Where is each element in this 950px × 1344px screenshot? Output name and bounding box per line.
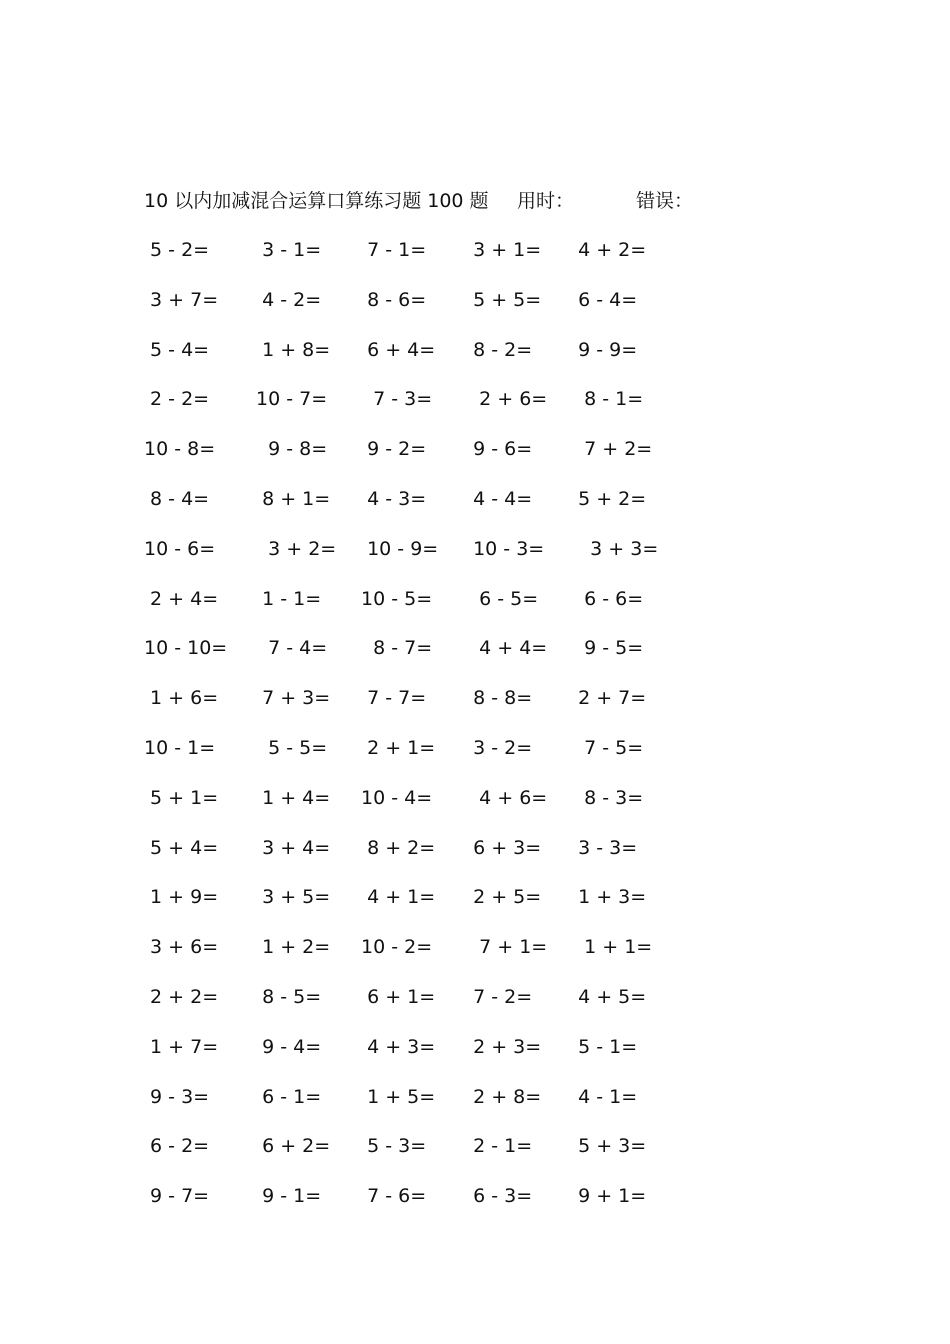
math-problem: 5 + 2= — [566, 487, 647, 510]
math-problem: 4 + 1= — [355, 886, 436, 909]
math-problem: 9 - 6= — [461, 438, 533, 461]
math-problem: 9 - 8= — [250, 438, 328, 461]
math-problem: 5 - 5= — [250, 736, 328, 759]
math-problem: 3 + 3= — [566, 537, 659, 560]
math-problem: 5 - 2= — [144, 239, 210, 261]
math-problem: 10 - 7= — [250, 388, 328, 411]
math-problem: 6 - 6= — [566, 587, 644, 610]
problem-row — [144, 1083, 704, 1133]
problem-row — [144, 485, 704, 535]
math-problem: 8 - 7= — [355, 637, 433, 660]
math-problem: 3 - 2= — [461, 736, 533, 759]
math-problem: 2 + 3= — [461, 1035, 542, 1058]
math-problem: 9 - 2= — [355, 438, 427, 461]
problem-grid — [144, 236, 704, 1232]
math-problem: 4 + 2= — [566, 239, 647, 261]
math-problem: 6 - 3= — [461, 1185, 533, 1208]
math-problem: 1 - 1= — [250, 587, 322, 610]
math-problem: 6 - 2= — [144, 1135, 210, 1158]
math-problem: 2 + 2= — [144, 985, 219, 1008]
problem-row — [144, 585, 704, 635]
math-problem: 4 + 5= — [566, 985, 647, 1008]
math-problem: 5 - 3= — [355, 1135, 427, 1158]
math-problem: 2 + 6= — [461, 388, 548, 411]
math-problem: 9 - 1= — [250, 1185, 322, 1208]
math-problem: 1 + 8= — [250, 338, 331, 361]
math-problem: 3 - 3= — [566, 836, 638, 859]
problem-row — [144, 1132, 704, 1182]
time-used-label: 用时： — [517, 190, 575, 212]
math-problem: 2 + 7= — [566, 687, 647, 710]
math-problem: 7 - 7= — [355, 687, 427, 710]
math-problem: 4 + 3= — [355, 1035, 436, 1058]
math-problem: 7 + 1= — [461, 936, 548, 959]
problem-row — [144, 385, 704, 435]
math-problem: 5 - 4= — [144, 338, 210, 361]
math-problem: 1 + 6= — [144, 687, 219, 710]
math-problem: 7 - 1= — [355, 239, 427, 261]
math-problem: 4 + 4= — [461, 637, 548, 660]
math-problem: 3 + 6= — [144, 936, 219, 959]
math-problem: 9 + 1= — [566, 1185, 647, 1208]
math-problem: 1 + 5= — [355, 1085, 436, 1108]
math-problem: 10 - 2= — [355, 936, 433, 959]
math-problem: 10 - 3= — [461, 537, 545, 560]
problem-row — [144, 883, 704, 933]
math-problem: 10 - 5= — [355, 587, 433, 610]
math-problem: 1 + 2= — [250, 936, 331, 959]
problem-row — [144, 435, 704, 485]
problem-row — [144, 286, 704, 336]
error-count-label: 错误： — [636, 190, 694, 212]
math-problem: 4 - 1= — [566, 1085, 638, 1108]
math-problem: 8 - 6= — [355, 288, 427, 311]
math-problem: 9 - 3= — [144, 1085, 210, 1108]
math-problem: 6 + 1= — [355, 985, 436, 1008]
problem-row — [144, 734, 704, 784]
math-problem: 9 - 5= — [566, 637, 644, 660]
problem-row — [144, 236, 704, 286]
math-problem: 7 + 2= — [566, 438, 653, 461]
problem-row — [144, 684, 704, 734]
problem-row — [144, 834, 704, 884]
math-problem: 1 + 1= — [566, 936, 653, 959]
math-problem: 10 - 8= — [144, 438, 216, 461]
math-problem: 5 + 5= — [461, 288, 542, 311]
math-problem: 8 - 2= — [461, 338, 533, 361]
math-problem: 1 + 4= — [250, 786, 331, 809]
math-problem: 2 + 5= — [461, 886, 542, 909]
problem-row — [144, 983, 704, 1033]
math-problem: 8 + 1= — [250, 487, 331, 510]
math-problem: 6 + 4= — [355, 338, 436, 361]
math-problem: 4 - 2= — [250, 288, 322, 311]
math-problem: 3 + 2= — [250, 537, 337, 560]
math-problem: 3 + 1= — [461, 239, 542, 261]
math-problem: 5 + 1= — [144, 786, 219, 809]
math-problem: 2 + 8= — [461, 1085, 542, 1108]
math-problem: 1 + 3= — [566, 886, 647, 909]
math-problem: 7 - 2= — [461, 985, 533, 1008]
worksheet-title: 10 以内加减混合运算口算练习题 100 题 — [144, 190, 489, 212]
math-problem: 4 - 3= — [355, 487, 427, 510]
math-problem: 7 - 3= — [355, 388, 433, 411]
math-problem: 10 - 4= — [355, 786, 433, 809]
math-problem: 2 - 1= — [461, 1135, 533, 1158]
math-problem: 8 - 3= — [566, 786, 644, 809]
problem-row — [144, 1182, 704, 1232]
math-problem: 9 - 7= — [144, 1185, 210, 1208]
problem-row — [144, 634, 704, 684]
math-problem: 3 + 4= — [250, 836, 331, 859]
math-problem: 10 - 9= — [355, 537, 439, 560]
problem-row — [144, 1033, 704, 1083]
math-problem: 8 - 8= — [461, 687, 533, 710]
math-problem: 6 - 4= — [566, 288, 638, 311]
math-problem: 7 - 6= — [355, 1185, 427, 1208]
math-problem: 9 - 9= — [566, 338, 638, 361]
math-problem: 3 - 1= — [250, 239, 322, 261]
math-problem: 9 - 4= — [250, 1035, 322, 1058]
problem-row — [144, 336, 704, 386]
math-problem: 8 + 2= — [355, 836, 436, 859]
math-problem: 1 + 7= — [144, 1035, 219, 1058]
math-problem: 2 - 2= — [144, 388, 210, 411]
math-problem: 5 - 1= — [566, 1035, 638, 1058]
math-problem: 8 - 1= — [566, 388, 644, 411]
problem-row — [144, 933, 704, 983]
math-problem: 10 - 10= — [144, 637, 228, 660]
math-problem: 8 - 5= — [250, 985, 322, 1008]
math-problem: 4 - 4= — [461, 487, 533, 510]
math-problem: 7 + 3= — [250, 687, 331, 710]
math-problem: 6 + 2= — [250, 1135, 331, 1158]
math-problem: 1 + 9= — [144, 886, 219, 909]
math-problem: 3 + 5= — [250, 886, 331, 909]
math-problem: 2 + 1= — [355, 736, 436, 759]
math-problem: 8 - 4= — [144, 487, 210, 510]
math-problem: 5 + 4= — [144, 836, 219, 859]
math-problem: 5 + 3= — [566, 1135, 647, 1158]
math-problem: 6 - 1= — [250, 1085, 322, 1108]
math-problem: 7 - 5= — [566, 736, 644, 759]
math-problem: 3 + 7= — [144, 288, 219, 311]
math-problem: 6 - 5= — [461, 587, 539, 610]
math-problem: 10 - 1= — [144, 736, 216, 759]
math-problem: 6 + 3= — [461, 836, 542, 859]
math-problem: 10 - 6= — [144, 537, 216, 560]
math-problem: 7 - 4= — [250, 637, 328, 660]
problem-row — [144, 535, 704, 585]
math-problem: 2 + 4= — [144, 587, 219, 610]
problem-row — [144, 784, 704, 834]
math-problem: 4 + 6= — [461, 786, 548, 809]
